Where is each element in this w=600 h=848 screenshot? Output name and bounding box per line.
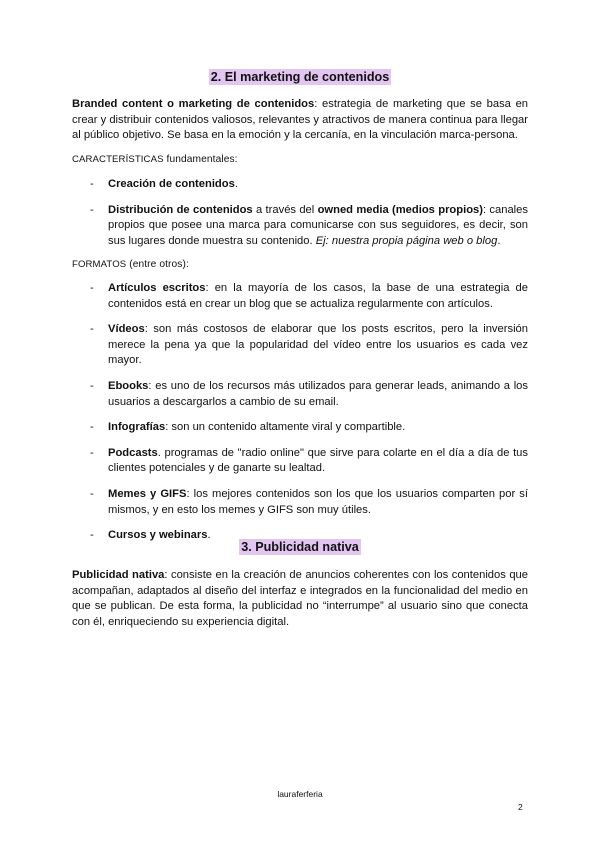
- item-example: Ej: nuestra propia página web o blog: [315, 234, 498, 247]
- formatos-suffix: (entre otros):: [126, 259, 189, 270]
- paragraph-publicidad-nativa: [72, 568, 528, 630]
- section-heading-marketing-contenidos: [72, 70, 528, 86]
- page-number: 2: [518, 802, 523, 812]
- item-term: Memes y GIFS: [108, 487, 187, 500]
- caracteristicas-caps: CARACTERÍSTICAS: [72, 154, 164, 165]
- caracteristicas-suffix: fundamentales:: [163, 154, 238, 165]
- caracteristicas-list: [72, 177, 528, 259]
- intro-text: : estrategia de marketing que se basa en crear y distribuir contenidos valiosos, relevantes y atractivos de manera continua para llegar al público objetivo. Se basa en la emoción y la cercanía, en la vinculación marca-persona.: [72, 98, 529, 142]
- item-text: .: [497, 234, 501, 247]
- list-item: - Ebooks: es uno de los recursos más utilizados para generar leads, animando a los usuarios a descargarlos a cambio de su email.: [90, 379, 528, 408]
- formatos-label: [72, 257, 189, 273]
- item-term: Creación de contenidos: [108, 178, 235, 190]
- list-item: - Cursos y webinars.: [90, 529, 211, 542]
- footer-author: lauraferferia: [277, 789, 323, 799]
- list-item: - Vídeos: son más costosos de elaborar que los posts escritos, pero la inversión merece la pena ya que la popularidad del vídeo entre los usuarios es cada vez mayor.: [90, 323, 528, 367]
- item-term: Infografías: [108, 421, 166, 434]
- paragraph-text: : consiste en la creación de anuncios coherentes con los contenidos que acompañan, adaptados al diseño del interfaz e integrados en la funcionalidad del medio en que se publican. De esta forma, la publicidad no “interrumpe” al usuario sino que conecta con él, enriqueciendo su experiencia digital.: [72, 569, 528, 628]
- item-term: Artículos escritos: [108, 282, 206, 294]
- item-text: : en la mayoría de los casos, la base de una estrategia de contenidos está en crear un blog que se actualiza regularmente con artículos.: [108, 282, 528, 310]
- item-text: : es uno de los recursos más utilizados para generar leads, animando a los usuarios a descargarlos a cambio de su email.: [108, 379, 528, 408]
- item-text: . programas de "radio online" que sirve para colarte en el día a día de tus clientes potenciales y de ganarte su lealtad.: [108, 446, 528, 475]
- item-term: Ebooks: [108, 379, 149, 392]
- item-text: : son un contenido altamente viral y compartible.: [165, 421, 406, 434]
- item-text: : canales propios que posee una marca para comunicarse con sus seguidores, es decir, son sus lugares donde muestra su contenido.: [108, 203, 528, 247]
- item-term-owned-media: owned media (medios propios): [317, 203, 483, 216]
- item-text: : los mejores contenidos son los que los usuarios comparten por sí mismos, y en esto los memes y GIFS son muy útiles.: [108, 487, 528, 516]
- item-term: Cursos y webinars: [108, 529, 208, 542]
- section-heading-text: 2. El marketing de contenidos: [210, 70, 390, 84]
- section-heading-publicidad-nativa: [72, 540, 528, 556]
- intro-paragraph-branded-content: [72, 97, 528, 144]
- formatos-list: [72, 281, 528, 554]
- list-item: - Memes y GIFS: los mejores contenidos son los que los usuarios comparten por sí mismos, y en esto los memes y GIFS son muy útiles.: [90, 487, 528, 516]
- list-item: - Podcasts. programas de "radio online" que sirve para colarte en el día a día de tus clientes potenciales y de ganarte su lealtad.: [90, 446, 528, 475]
- caracteristicas-label: [72, 152, 238, 168]
- item-term: Vídeos: [108, 323, 145, 336]
- item-term: Podcasts: [108, 446, 158, 459]
- item-text: .: [234, 178, 238, 190]
- formatos-caps: FORMATOS: [72, 259, 127, 270]
- item-text: : son más costosos de elaborar que los posts escritos, pero la inversión merece la pena ya que la popularidad del vídeo entre los usuarios es cada vez mayor.: [108, 323, 528, 367]
- item-text: .: [207, 529, 211, 542]
- section-heading-text: 3. Publicidad nativa: [241, 540, 359, 554]
- item-text: a través del: [252, 203, 318, 216]
- term-branded-content: Branded content o marketing de contenidos: [72, 98, 315, 110]
- list-item: - Creación de contenidos.: [90, 178, 238, 190]
- term-publicidad-nativa: Publicidad nativa: [72, 569, 165, 581]
- list-item: - Distribución de contenidos a través del owned media (medios propios): canales propios que posee una marca para comunicarse con sus seguidores, es decir, son sus lugares donde muestra su contenido. Ej: nuestra propia página web o blog.: [90, 203, 528, 247]
- item-term: Distribución de contenidos: [108, 203, 253, 216]
- list-item: - Infografías: son un contenido altamente viral y compartible.: [90, 421, 406, 434]
- list-item: - Artículos escritos: en la mayoría de los casos, la base de una estrategia de contenidos está en crear un blog que se actualiza regularmente con artículos.: [90, 282, 528, 310]
